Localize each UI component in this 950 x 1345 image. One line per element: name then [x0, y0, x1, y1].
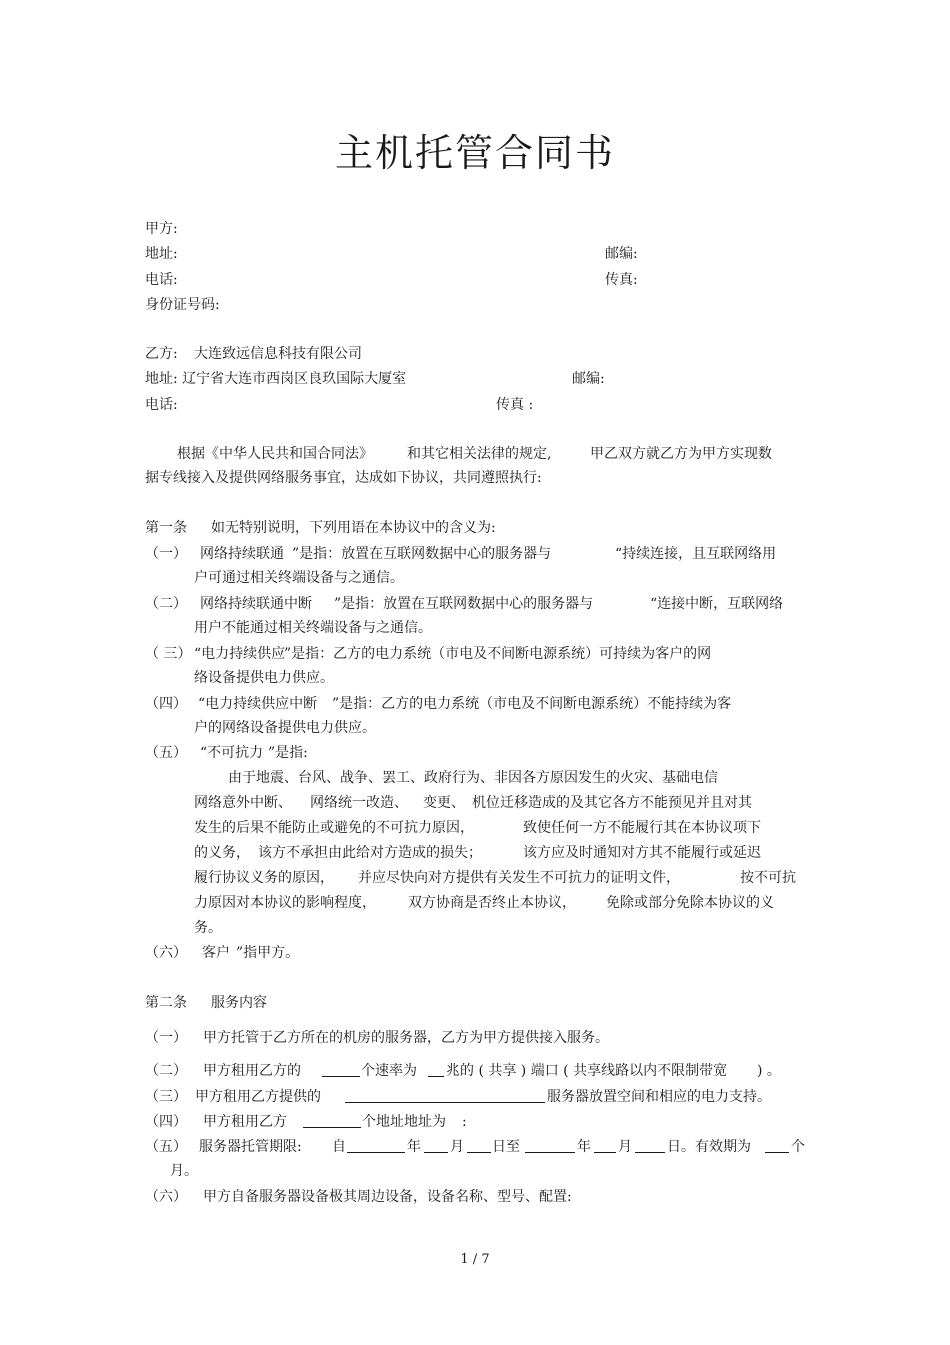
force-majeure-line3b: 致使任何一方不能履行其在本协议项下 [523, 820, 761, 836]
party-a-id-number: 身份证号码: [145, 297, 220, 313]
party-a-postcode: 邮编: [605, 246, 638, 262]
party-b-phone: 电话: [145, 397, 178, 413]
a1-item6-num: （六） [145, 945, 187, 961]
article2-title: 服务内容 [211, 995, 267, 1011]
a1-item1-cont: 户可通过相关终端设备与之通信。 [194, 570, 404, 586]
party-a-label: 甲方: [145, 221, 178, 237]
blank-speed[interactable] [428, 1062, 444, 1077]
force-majeure-line2d: 机位迁移造成的及其它各方不能预见并且对其 [472, 795, 752, 811]
a1-item2-def: ”是指：放置在互联网数据中心的服务器与 [334, 596, 594, 612]
a2-item1-text: 甲方托管于乙方所在的机房的服务器，乙方为甲方提供接入服务。 [203, 1030, 609, 1046]
a1-item1-num: （一） [145, 546, 187, 562]
force-majeure-line5b: 并应尽快向对方提供有关发生不可抗力的证明文件， [358, 870, 680, 886]
party-a-phone: 电话: [145, 272, 178, 288]
blank-start-day[interactable] [467, 1138, 491, 1153]
force-majeure-line2b: 网络统一改造、 [310, 795, 408, 811]
document-title: 主机托管合同书 [334, 131, 615, 175]
a1-item2-def2: “连接中断，互联网络 [650, 596, 784, 612]
a2-item1-num: （一） [145, 1030, 187, 1046]
a1-item6-def: ”指甲方。 [236, 945, 300, 961]
blank-end-month[interactable] [594, 1138, 616, 1153]
a2-item5-c: 年 [407, 1139, 421, 1155]
party-b-address: 地址: 辽宁省大连市西岗区良玖国际大厦室 [145, 371, 407, 387]
a2-item4-a: 甲方租用乙方 [203, 1114, 287, 1130]
a2-item3-b: 服务器放置空间和相应的电力支持。 [547, 1089, 771, 1105]
force-majeure-line5a: 履行协议义务的原因， [194, 870, 334, 886]
party-b-fax: 传真 : [496, 397, 534, 413]
party-a-address: 地址: [145, 246, 178, 262]
a2-item5-e: 日至 [492, 1139, 520, 1155]
a2-item5-i: 个 [791, 1139, 805, 1155]
blank-start-month[interactable] [424, 1138, 448, 1153]
preamble-part2: 和其它相关法律的规定, [407, 446, 552, 462]
a1-item4-cont: 户的网络设备提供电力供应。 [194, 720, 376, 736]
a2-item4-num: （四） [145, 1114, 187, 1130]
a1-item3-term: “电力持续供应 [194, 646, 286, 662]
a1-item5-def: ”是指: [268, 745, 308, 761]
a2-item2-b: 个速率为 [361, 1063, 417, 1079]
a1-item4-num: （四） [145, 696, 187, 712]
party-b-label: 乙方: [145, 346, 178, 362]
force-majeure-line6b: 双方协商是否终止本协议， [408, 895, 576, 911]
force-majeure-line6c: 免除或部分免除本协议的义 [606, 895, 774, 911]
article2-heading: 第二条 [145, 995, 187, 1011]
a1-item3-num: （ 三） [145, 646, 192, 662]
force-majeure-line4c: 该方应及时通知对方其不能履行或延迟 [523, 845, 761, 861]
force-majeure-line1: 由于地震、台风、战争、罢工、政府行为、非因各方原因发生的火灾、基础电信 [228, 770, 718, 786]
a2-item2-num: （二） [145, 1063, 187, 1079]
a1-item5-term: “不可抗力 [200, 745, 264, 761]
page-number: 1 / 7 [460, 1252, 490, 1267]
a2-item2-a: 甲方租用乙方的 [203, 1063, 301, 1079]
a1-item2-cont: 用户不能通过相关终端设备与之通信。 [194, 620, 432, 636]
preamble-part3: 甲乙双方就乙方为甲方实现数 [590, 446, 772, 462]
force-majeure-line2a: 网络意外中断、 [194, 795, 292, 811]
force-majeure-line7: 务。 [194, 920, 222, 936]
a2-item6-num: （六） [145, 1189, 187, 1205]
blank-term-months[interactable] [765, 1138, 789, 1153]
a1-item4-term: “电力持续供应中断 [198, 696, 318, 712]
force-majeure-line6a: 力原因对本协议的影响程度， [194, 895, 376, 911]
blank-server-space[interactable] [345, 1088, 545, 1103]
a2-item4-c: : [462, 1114, 467, 1130]
a2-item5-g: 月 [618, 1139, 632, 1155]
a2-item5-d: 月 [450, 1139, 464, 1155]
party-b-postcode: 邮编: [572, 371, 605, 387]
article1-intro: 如无特别说明，下列用语在本协议中的含义为: [211, 520, 496, 536]
blank-start-year[interactable] [347, 1138, 405, 1153]
a2-item5-cont: 月。 [170, 1163, 198, 1179]
force-majeure-line4b: 该方不承担由此给对方造成的损失； [258, 845, 482, 861]
blank-end-year[interactable] [525, 1138, 575, 1153]
preamble-part1: 根据《中华人民共和国合同法》 [177, 446, 373, 462]
article1-heading: 第一条 [145, 520, 187, 536]
blank-end-day[interactable] [635, 1138, 665, 1153]
preamble-line2: 据专线接入及提供网络服务事宜，达成如下协议，共同遵照执行: [145, 470, 542, 486]
force-majeure-line2c: 变更、 [423, 795, 465, 811]
party-b-name: 大连致远信息科技有限公司 [194, 346, 362, 362]
a1-item4-def: ”是指：乙方的电力系统（市电及不间断电源系统）不能持续为客 [332, 696, 732, 712]
force-majeure-line3a: 发生的后果不能防止或避免的不可抗力原因， [194, 820, 474, 836]
a2-item5-b: 自 [332, 1139, 346, 1155]
a1-item2-num: （二） [145, 596, 187, 612]
a2-item5-f: 年 [577, 1139, 591, 1155]
party-a-fax: 传真: [605, 272, 638, 288]
blank-ip-count[interactable] [303, 1113, 361, 1128]
a1-item1-def2: “持续连接，且互联网络用 [615, 546, 777, 562]
a1-item3-def: ”是指：乙方的电力系统（市电及不间断电源系统）可持续为客户的网 [284, 646, 712, 662]
a1-item1-term: 网络持续联通 [200, 546, 284, 562]
a2-item4-b: 个地址地址为 [362, 1114, 446, 1130]
a1-item5-num: （五） [145, 745, 187, 761]
a2-item3-num: （三） [145, 1089, 187, 1105]
a1-item2-term: 网络持续联通中断 [200, 596, 312, 612]
a2-item6-text: 甲方自备服务器设备极其周边设备，设备名称、型号、配置: [203, 1189, 572, 1205]
a2-item3-a: 甲方租用乙方提供的 [195, 1089, 321, 1105]
a2-item5-h: 日。有效期为 [667, 1139, 751, 1155]
a2-item2-d: ) 。 [757, 1063, 781, 1079]
a2-item2-c: 兆的 ( 共享 ) 端口 ( 共享线路以内不限制带宽 [446, 1063, 728, 1079]
force-majeure-line4a: 的义务， [194, 845, 250, 861]
blank-port-count[interactable] [322, 1062, 360, 1077]
force-majeure-line5c: 按不可抗 [740, 870, 796, 886]
a1-item3-cont: 络设备提供电力供应。 [194, 670, 334, 686]
a1-item1-def: ”是指：放置在互联网数据中心的服务器与 [292, 546, 552, 562]
a1-item6-term: 客户 [202, 945, 230, 961]
a2-item5-num: （五） [145, 1139, 187, 1155]
a2-item5-a: 服务器托管期限: [199, 1139, 302, 1155]
